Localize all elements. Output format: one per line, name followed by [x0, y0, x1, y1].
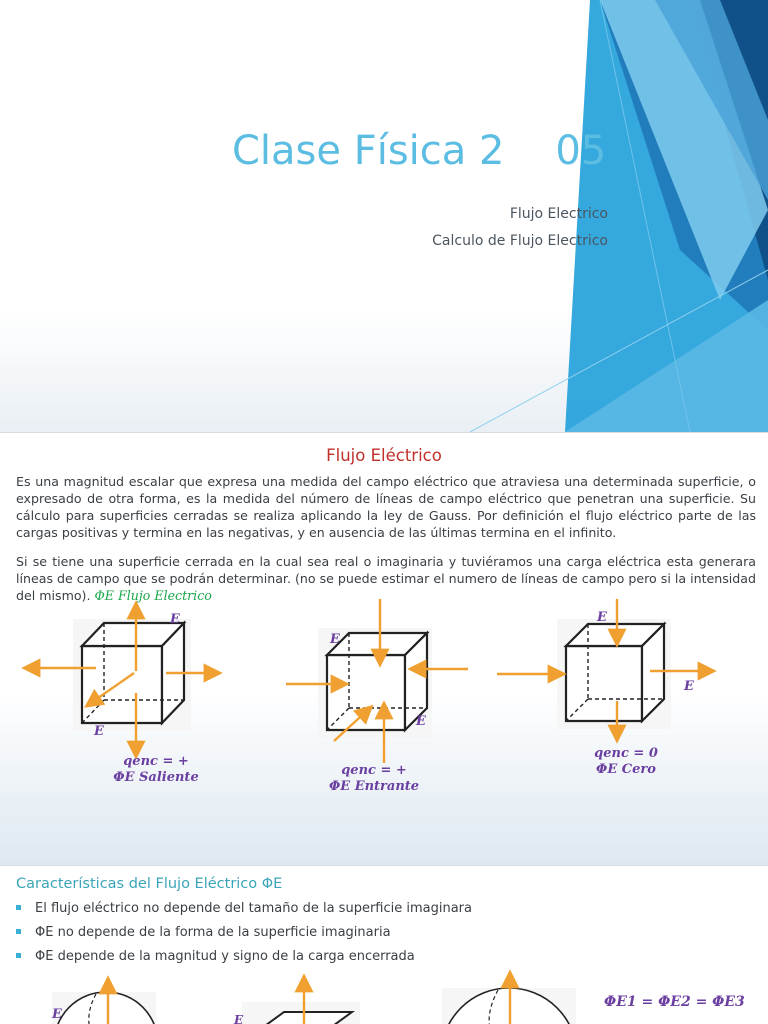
bullet-text: El flujo eléctrico no depende del tamaño de la superficie imaginara — [35, 901, 472, 916]
cube-outgoing — [26, 605, 218, 755]
field-label: E — [234, 1013, 244, 1024]
flux-label: ΦE Entrante — [328, 779, 420, 794]
cube-incoming — [286, 599, 468, 763]
case-caption-incoming — [314, 763, 434, 795]
field-label: E — [94, 724, 104, 739]
definition-paragraph: Es una magnitud escalar que expresa una medida del campo eléctrico que atraviesa una determinada superficie, o expresado de otra forma, es la medida del número de líneas de campo eléctrico que penetran una superficie. Su cálculo para superficies cerradas se realiza aplicando la ley de Gauss. Por definición el flujo eléctrico parte de las cargas positivas y termina en las negativas, y en ausencia de las últimas termina en el infinito. — [16, 474, 756, 540]
field-label: E — [52, 1007, 62, 1022]
field-label: E — [416, 714, 426, 729]
case-caption-outgoing — [96, 754, 216, 786]
charge-label: qenc = + — [341, 763, 407, 778]
characteristics-slide — [0, 866, 768, 1024]
title-slide — [0, 0, 768, 432]
sphere-surface — [51, 980, 158, 1024]
charge-label: qenc = 0 — [594, 746, 658, 761]
flux-symbol-text: ΦE Flujo Electrico — [94, 588, 212, 603]
field-label: E — [330, 632, 340, 647]
slide-title: Clase Física 2 05 — [232, 128, 607, 174]
subtitle-calculo: Calculo de Flujo Electrico — [432, 233, 608, 249]
flux-label: ΦE Cero — [596, 762, 656, 777]
characteristics-heading: Características del Flujo Eléctrico ΦE — [16, 876, 283, 892]
cube-zero — [497, 599, 712, 739]
flux-label: ΦE Saliente — [113, 770, 199, 785]
charge-label: qenc = + — [123, 754, 189, 769]
surface-paragraph-text: Si se tiene una superficie cerrada en la cual sea real o imaginaria y tuviéramos una carga eléctrica esta generara líneas de campo que se podrán determinar. (no se puede estimar el numero de líneas de campo pero si la intensidad del mismo). — [16, 554, 756, 603]
field-label: E — [597, 610, 607, 625]
bullet-text: ΦE depende de la magnitud y signo de la carga encerrada — [35, 949, 415, 964]
bullet-text: ΦE no depende de la forma de la superficie imaginaria — [35, 925, 391, 940]
cube-diagrams — [0, 433, 768, 865]
flux-slide — [0, 433, 768, 865]
decorative-shapes — [0, 0, 768, 432]
subtitle-flujo: Flujo Electrico — [509, 206, 608, 222]
field-label: E — [684, 679, 694, 694]
sphere-surface — [441, 974, 577, 1024]
slide-heading: Flujo Eléctrico — [326, 446, 442, 465]
flux-equality-equation: ΦE1 = ΦE2 = ΦE3 — [604, 994, 745, 1010]
cube-surface — [233, 978, 360, 1024]
field-label: E — [170, 612, 180, 627]
case-caption-zero — [566, 746, 686, 778]
